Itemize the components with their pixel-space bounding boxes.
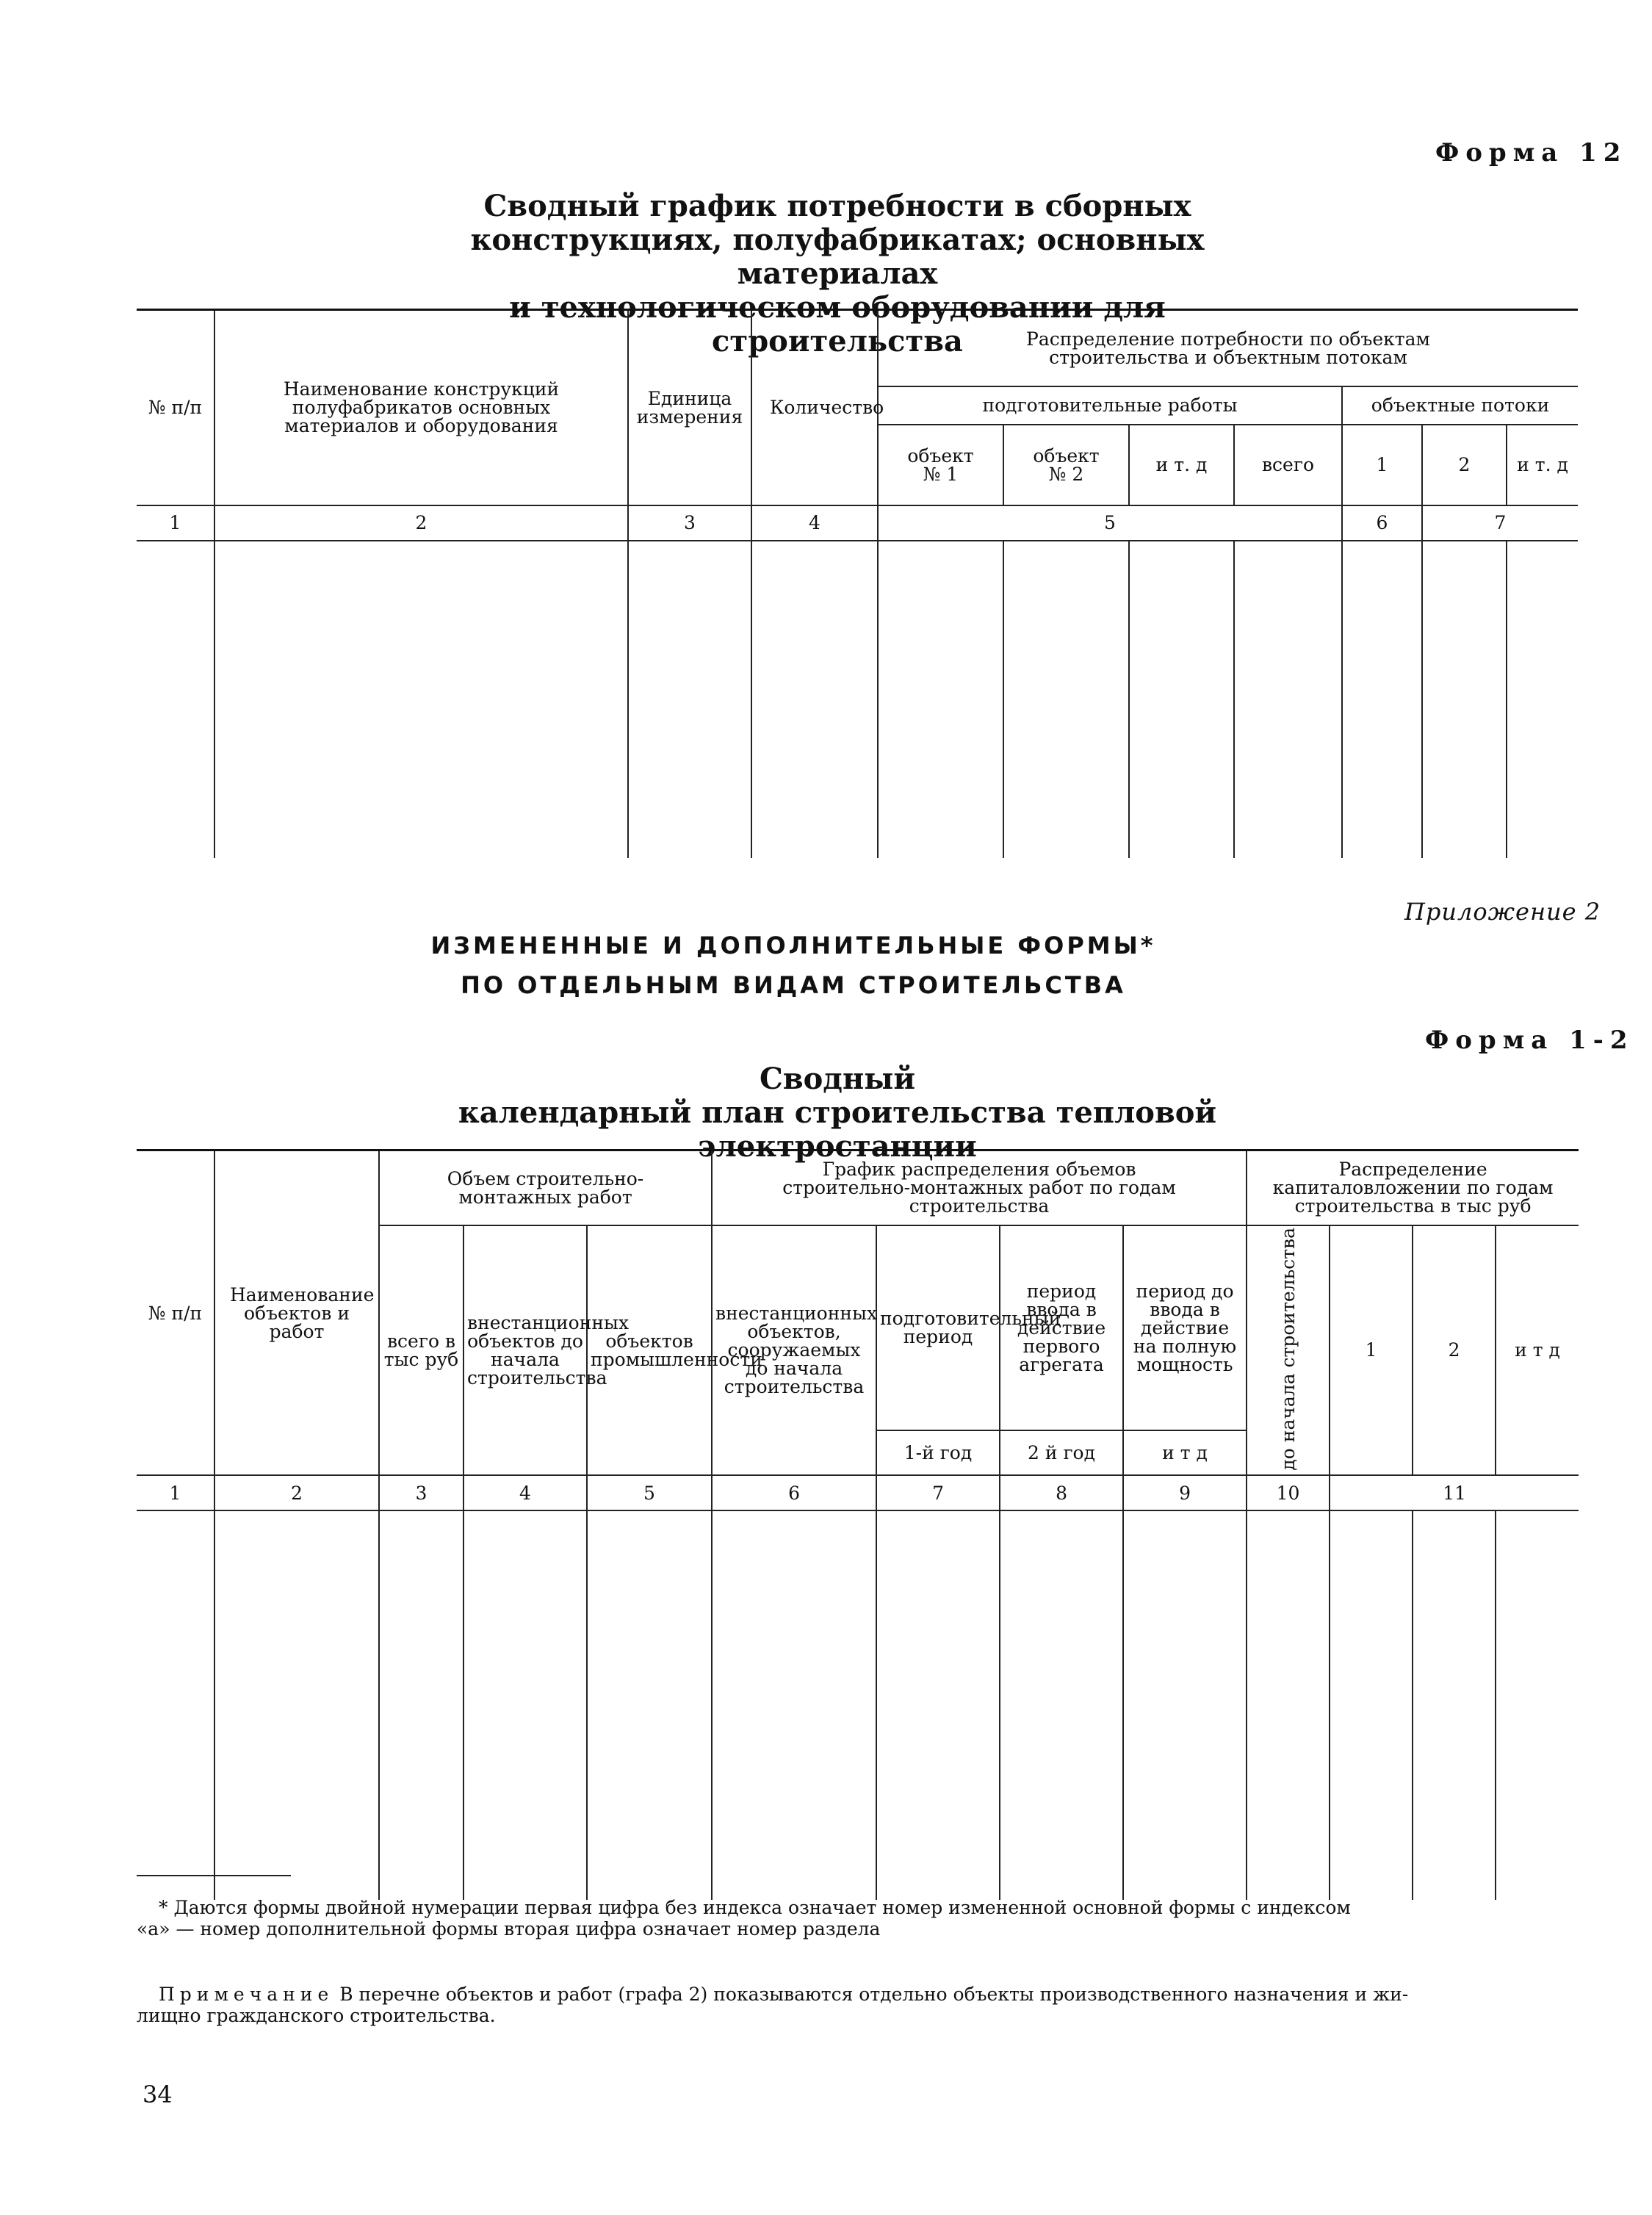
form12-body-cell bbox=[1003, 541, 1129, 858]
form1-2-header-offsite-before: внестанционных объектов до начала строительства bbox=[464, 1225, 587, 1476]
form12-body-cell bbox=[1342, 541, 1422, 858]
form12-header-flow2: 2 bbox=[1422, 425, 1507, 505]
form12-body-cell bbox=[1422, 541, 1507, 858]
form12-table bbox=[137, 309, 1578, 858]
footnote-rule bbox=[137, 1875, 291, 1876]
form12-colnum-1: 1 bbox=[137, 505, 214, 541]
note-line-2: лищно гражданского строительства. bbox=[137, 2005, 496, 2026]
form1-2-header-capital: Распределение капиталовложении по годам строительства в тыс руб bbox=[1247, 1150, 1579, 1225]
form12-header-flow1: 1 bbox=[1342, 425, 1422, 505]
form1-2-title-line-1: Сводный bbox=[759, 1062, 915, 1096]
form12-colnum-6: 6 bbox=[1342, 505, 1422, 541]
form1-2-body-cell bbox=[1247, 1510, 1330, 1900]
form1-2-colnum-6: 6 bbox=[712, 1475, 876, 1510]
note-head: Примечание bbox=[159, 1984, 334, 2005]
form1-2-colnum-8: 8 bbox=[1000, 1475, 1123, 1510]
form1-2-header-cap-etc: и т д bbox=[1496, 1225, 1579, 1476]
form1-2-colnum-11: 11 bbox=[1330, 1475, 1579, 1510]
form12-header-num: № п/п bbox=[137, 310, 214, 505]
footnote-line-1: * Даются формы двойной нумерации первая цифра без индекса означает номер измененной основной формы с индексом bbox=[159, 1897, 1351, 1918]
form1-2-header-prep-period: подготовительный период bbox=[876, 1225, 1000, 1431]
note-line-1 bbox=[137, 1984, 1578, 2005]
form1-2-header-year1: 1-й год bbox=[876, 1430, 1000, 1475]
footnote bbox=[137, 1897, 1578, 1940]
form1-2-body-cell bbox=[464, 1510, 587, 1900]
appendix-label: Приложение 2 bbox=[1404, 898, 1601, 926]
form1-2-body-cell bbox=[1413, 1510, 1496, 1900]
form1-2-header-name: Наименование объектов и работ bbox=[214, 1150, 379, 1476]
form1-2-header-offsite-structures: внестанционных объектов, сооружаемых до начала строительства bbox=[712, 1225, 876, 1476]
form1-2-header-volume: Объем строительно-монтажных работ bbox=[379, 1150, 712, 1225]
form1-2-body-cell bbox=[1330, 1510, 1413, 1900]
form12-header-etc1: и т. д bbox=[1129, 425, 1234, 505]
form1-2-table bbox=[137, 1149, 1579, 1900]
form12-label: Форма 12 bbox=[1435, 138, 1628, 168]
form1-2-body-cell bbox=[1496, 1510, 1579, 1900]
form1-2-colnum-5: 5 bbox=[587, 1475, 712, 1510]
form1-2-header-industrial: объектов промышленности bbox=[587, 1225, 712, 1476]
form1-2-colnum-4: 4 bbox=[464, 1475, 587, 1510]
form1-2-header-schedule: График распределения объемов строительно-монтажных работ по годам строительства bbox=[712, 1150, 1247, 1225]
form1-2-header-before-start bbox=[1247, 1225, 1330, 1476]
note bbox=[137, 1984, 1578, 2026]
form1-2-body-cell bbox=[1123, 1510, 1247, 1900]
form12-body-cell bbox=[137, 541, 214, 858]
form1-2-body-cell bbox=[712, 1510, 876, 1900]
form1-2-header-cap2: 2 bbox=[1413, 1225, 1496, 1476]
form1-2-header-year2: 2 й год bbox=[1000, 1430, 1123, 1475]
form1-2-header-cap1: 1 bbox=[1330, 1225, 1413, 1476]
form12-colnum-3: 3 bbox=[628, 505, 751, 541]
form12-header-prep-works: подготовительные работы bbox=[878, 386, 1342, 425]
form1-2-body-cell bbox=[587, 1510, 712, 1900]
form12-title-line-2: конструкциях, полуфабрикатах; основных материалах bbox=[470, 223, 1205, 291]
form12-header-obj1: объект № 1 bbox=[878, 425, 1003, 505]
form1-2-body-cell bbox=[214, 1510, 379, 1900]
form12-header-total: всего bbox=[1234, 425, 1342, 505]
form12-header-name: Наименование конструкций полуфабрикатов основных материалов и оборудования bbox=[214, 310, 628, 505]
form1-2-body-cell bbox=[137, 1510, 214, 1900]
form12-title-line-3: и технологическом оборудовании для строительства bbox=[509, 290, 1166, 359]
form12-body-cell bbox=[1507, 541, 1578, 858]
form1-2-colnum-7: 7 bbox=[876, 1475, 1000, 1510]
form12-colnum-5: 5 bbox=[878, 505, 1342, 541]
form12-body-cell bbox=[628, 541, 751, 858]
form12-header-qty: Количество bbox=[751, 310, 878, 505]
form1-2-colnum-9: 9 bbox=[1123, 1475, 1247, 1510]
page-number: 34 bbox=[143, 2081, 173, 2108]
footnote-line-2: «а» — номер дополнительной формы вторая цифра означает номер раздела bbox=[137, 1918, 881, 1940]
form1-2-header-before-start-text: до начала строительства bbox=[1277, 1227, 1299, 1471]
form1-2-colnum-10: 10 bbox=[1247, 1475, 1330, 1510]
form12-colnum-4: 4 bbox=[751, 505, 878, 541]
form1-2-body-cell bbox=[876, 1510, 1000, 1900]
form12-header-distribution: Распределение потребности по объектам строительства и объектным потокам bbox=[878, 310, 1578, 386]
form12-header-object-flows: объектные потоки bbox=[1342, 386, 1578, 425]
appendix-heading-line-1: ИЗМЕНЕННЫЕ И ДОПОЛНИТЕЛЬНЫЕ ФОРМЫ* bbox=[430, 932, 1156, 959]
form1-2-label: Форма 1-2 bbox=[1425, 1026, 1634, 1055]
form1-2-header-total-rub: всего в тыс руб bbox=[379, 1225, 464, 1476]
form12-header-unit: Единица измерения bbox=[628, 310, 751, 505]
form12-title-line-1: Сводный график потребности в сборных bbox=[483, 189, 1191, 223]
form1-2-body-cell bbox=[379, 1510, 464, 1900]
form12-header-obj2: объект № 2 bbox=[1003, 425, 1129, 505]
form1-2-title-line-2: календарный план строительства тепловой электростанции bbox=[458, 1095, 1217, 1164]
form1-2-colnum-3: 3 bbox=[379, 1475, 464, 1510]
form1-2-header-full-power: период до ввода в действие на полную мощность bbox=[1123, 1225, 1247, 1431]
form1-2-body-cell bbox=[1000, 1510, 1123, 1900]
form12-colnum-2: 2 bbox=[214, 505, 628, 541]
form12-body-cell bbox=[1234, 541, 1342, 858]
note-text-1: В перечне объектов и работ (графа 2) показываются отдельно объекты производственного назначения и жи- bbox=[333, 1984, 1409, 2005]
form1-2-header-num: № п/п bbox=[137, 1150, 214, 1476]
appendix-heading-line-2: ПО ОТДЕЛЬНЫМ ВИДАМ СТРОИТЕЛЬСТВА bbox=[461, 971, 1126, 999]
form12-body-cell bbox=[751, 541, 878, 858]
form12-body-cell bbox=[878, 541, 1003, 858]
form1-2-header-first-unit: период ввода в действие первого агрегата bbox=[1000, 1225, 1123, 1431]
form1-2-colnum-2: 2 bbox=[214, 1475, 379, 1510]
form12-body-cell bbox=[1129, 541, 1234, 858]
form12-colnum-7: 7 bbox=[1422, 505, 1578, 541]
form1-2-colnum-1: 1 bbox=[137, 1475, 214, 1510]
appendix-heading bbox=[353, 926, 1234, 1005]
form12-body-cell bbox=[214, 541, 628, 858]
form1-2-header-etc: и т д bbox=[1123, 1430, 1247, 1475]
form12-header-etc2: и т. д bbox=[1507, 425, 1578, 505]
